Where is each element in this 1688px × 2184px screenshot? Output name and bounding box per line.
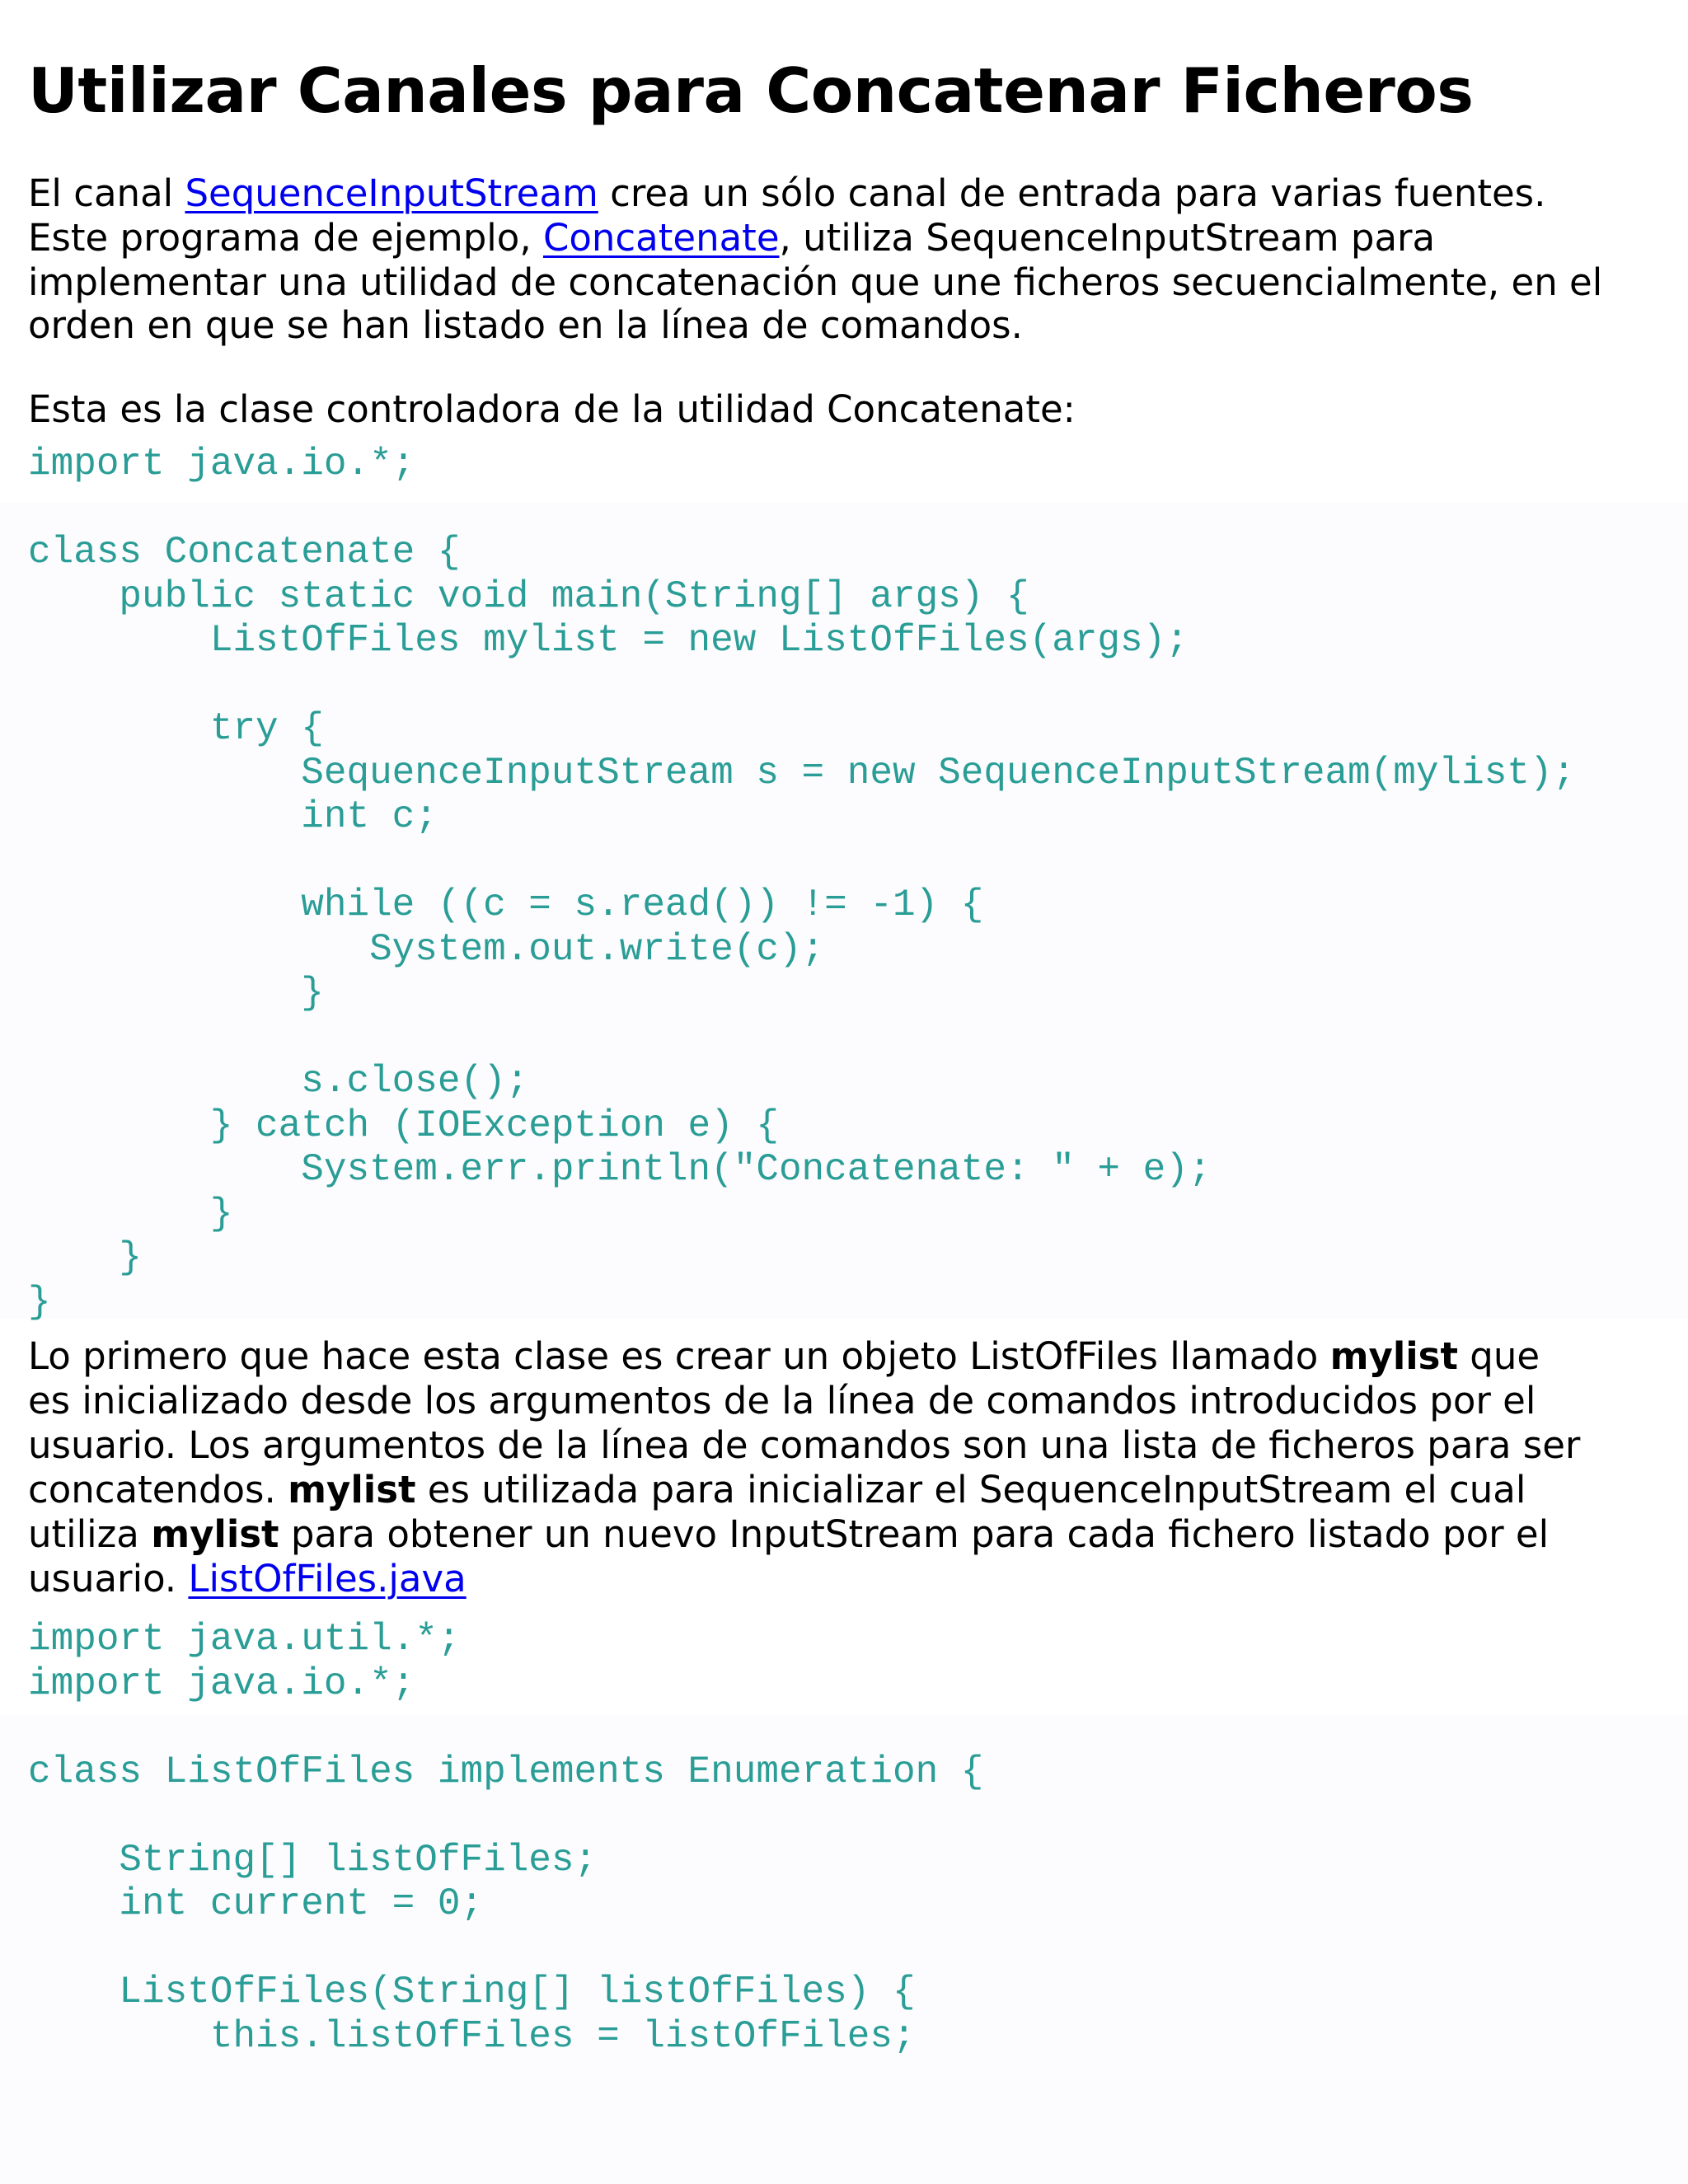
mylist-bold: mylist [1329,1334,1458,1378]
code-line: } [28,1280,51,1324]
intro-paragraph [28,171,1668,348]
driver-class-sentence: Esta es la clase controladora de la utilidad Concatenate: [28,387,1076,431]
concatenate-link[interactable]: Concatenate [542,216,780,260]
explanation-text: es utilizada para inicializar el SequenceInputStream el cual [415,1468,1526,1511]
explanation-text: que [1457,1334,1540,1378]
explanation-line-4 [28,1468,1668,1512]
intro-text: Este programa de ejemplo, [28,216,543,260]
code-line: import java.io.*; [28,1661,415,1705]
code-line: int c; [28,795,438,838]
code-line: } [28,1192,233,1235]
intro-line-1 [28,171,1668,216]
explanation-line-5 [28,1512,1668,1557]
code-line: SequenceInputStream s = new SequenceInputStream(mylist); [28,751,1576,794]
explanation-line-2: es inicializado desde los argumentos de la línea de comandos introducidos por el [28,1379,1536,1422]
explanation-text: usuario. [28,1557,189,1601]
code-line: ListOfFiles(String[] listOfFiles) { [28,1971,916,2013]
mylist-bold: mylist [288,1468,416,1511]
intro-line-2 [28,216,1668,260]
page-title: Utilizar Canales para Concatenar Ficheros [28,54,1474,127]
code-line: try { [28,707,324,750]
code-line: class Concatenate { [28,531,461,574]
explanation-text: concatendos. [28,1468,288,1511]
listoffiles-java-link[interactable]: ListOfFiles.java [188,1557,467,1601]
intro-line-4: orden en que se han listado en la línea de comandos. [28,303,1023,347]
code-line: System.out.write(c); [28,927,825,971]
code-line: import java.io.*; [28,443,415,485]
intro-line-3: implementar una utilidad de concatenación que une ficheros secuencialmente, en el [28,260,1603,304]
code-line: this.listOfFiles = listOfFiles; [28,2014,916,2058]
listoffiles-code-block [28,1618,983,2059]
sequenceinputstream-link[interactable]: SequenceInputStream [185,171,598,215]
explanation-text: Lo primero que hace esta clase es crear un objeto ListOfFiles llamado [28,1334,1330,1378]
explanation-text: utiliza [28,1512,152,1556]
explanation-paragraph [28,1334,1668,1601]
code-line: import java.util.*; [28,1618,461,1661]
code-line: String[] listOfFiles; [28,1838,598,1882]
explanation-line-3: usuario. Los argumentos de la línea de comandos son una lista de ficheros para ser [28,1423,1581,1467]
code-line: } [28,1236,143,1279]
intro-text: crea un sólo canal de entrada para varias fuentes. [598,171,1546,215]
concatenate-code-block [28,443,1575,1324]
code-line: public static void main(String[] args) { [28,574,1029,618]
mylist-bold: mylist [151,1512,279,1556]
code-line: } catch (IOException e) { [28,1104,779,1147]
code-line: int current = 0; [28,1882,484,1925]
explanation-line-1 [28,1334,1668,1379]
intro-text: El canal [28,171,185,215]
code-line: s.close(); [28,1060,529,1103]
explanation-line-6 [28,1557,1668,1601]
code-line: while ((c = s.read()) != -1) { [28,883,984,926]
intro-text: , utiliza SequenceInputStream para [779,216,1436,260]
code-line: } [28,972,324,1015]
code-line: class ListOfFiles implements Enumeration { [28,1750,984,1793]
code-line: ListOfFiles mylist = new ListOfFiles(args); [28,619,1189,662]
code-line: System.err.println("Concatenate: " + e); [28,1148,1212,1191]
explanation-text: para obtener un nuevo InputStream para cada fichero listado por el [279,1512,1550,1556]
